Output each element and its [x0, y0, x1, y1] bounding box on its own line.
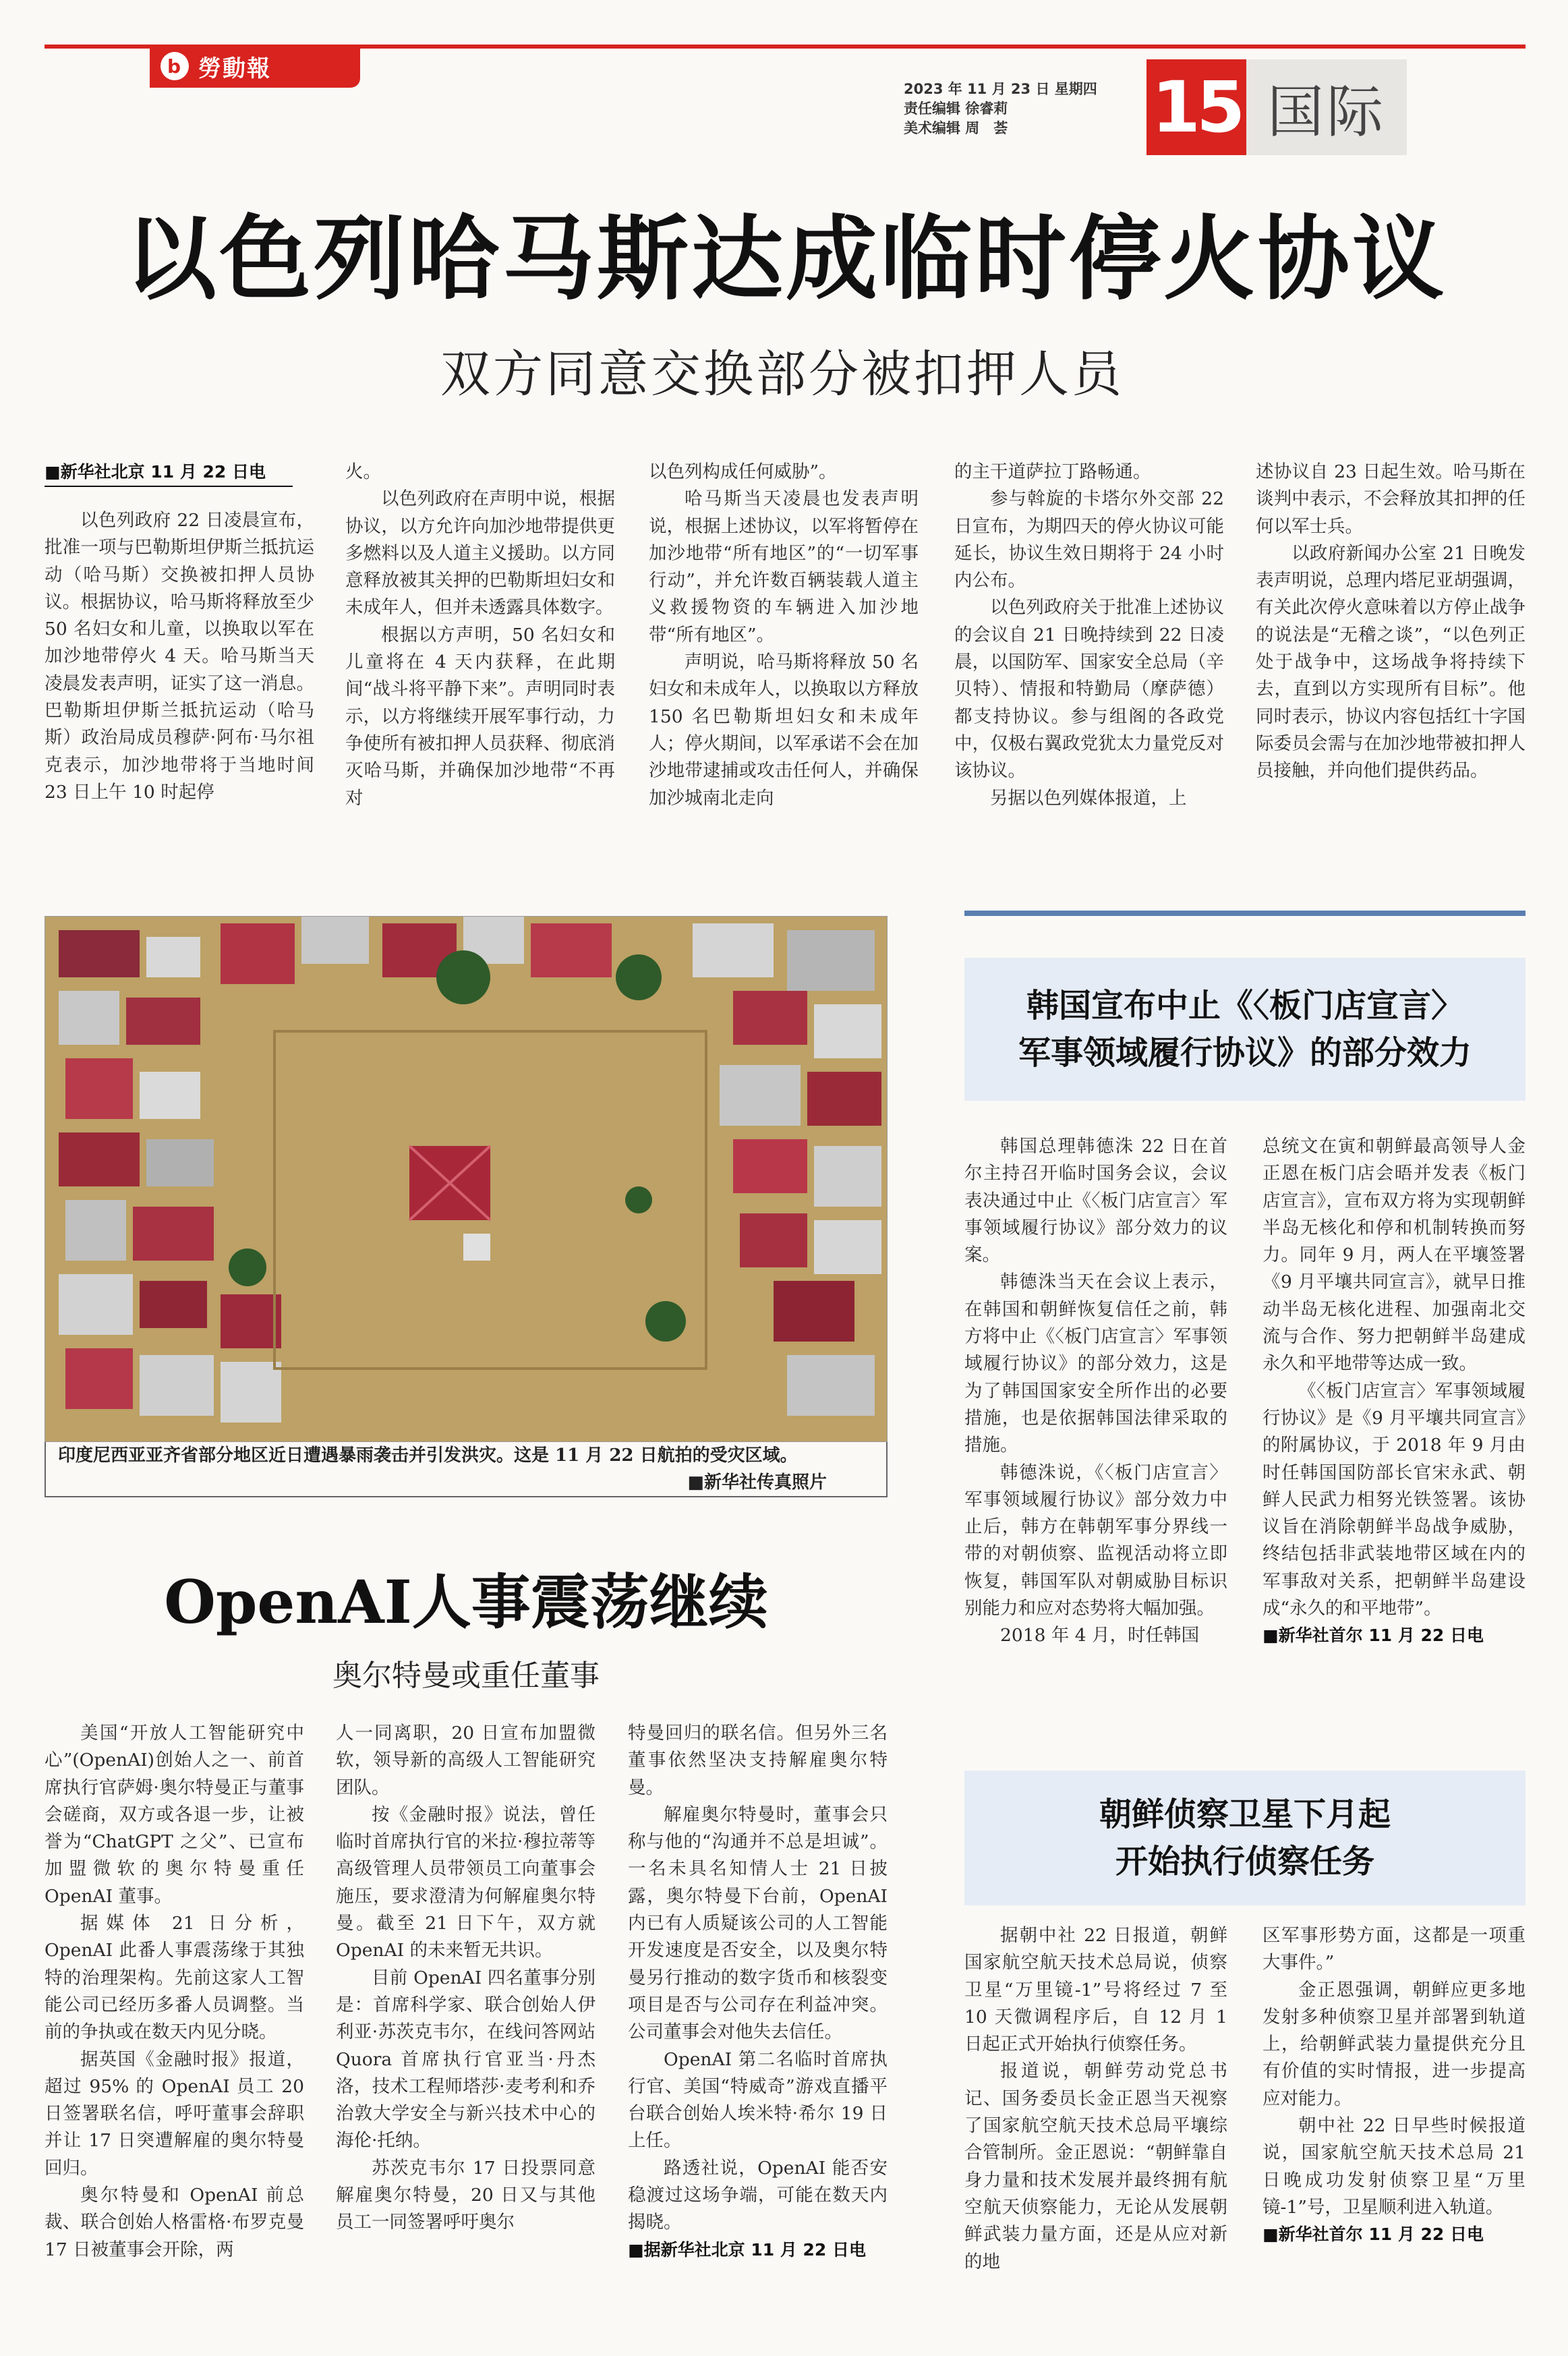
paragraph: 参与斡旋的卡塔尔外交部 22 日宣布，为期四天的停火协议可能延长，协议生效日期将于 24 小时内公布。	[954, 488, 1224, 592]
section-name: 国际	[1246, 59, 1407, 155]
photo-caption	[58, 1442, 874, 1496]
paragraph: 以政府新闻办公室 21 日晚发表声明说，总理内塔尼亚胡强调，有关此次停火意味着以方停止战争的说法是“无稽之谈”，“以色列正处于战争中，这场战争将持续下去，直到以方实现所有目标”。他同时表示，协议内容包括红十字国际委员会需与在加沙地带被扣押人员接触，并向他们提供药品。	[1256, 542, 1526, 782]
paragraph: OpenAI 第二名临时首席执行官、美国“特威奇”游戏直播平台联合创始人埃米特·希尔 19 日上任。	[628, 2048, 888, 2152]
logo-mark: b	[161, 52, 189, 80]
paragraph: 总统文在寅和朝鲜最高领导人金正恩在板门店会晤并发表《板门店宣言》，宣布双方将为实现朝鲜半岛无核化和停和机制转换而努力。同年 9 月，两人在平壤签署《9 月平壤共同宣言》，就早日推动半岛无核化进程、加强南北交流与合作、努力把朝鲜半岛建成永久和平地带等达成一致。	[1262, 1136, 1526, 1375]
korea-column-1	[964, 1133, 1227, 1650]
korea-headline-box	[964, 958, 1526, 1101]
photo-credit: ■新华社传真照片	[687, 1472, 827, 1493]
paragraph: 2018 年 4 月，时任韩国	[1000, 1625, 1200, 1646]
korea-signoff: ■新华社首尔 11 月 22 日电	[1262, 1626, 1484, 1646]
lead-column-1	[45, 459, 314, 806]
korea-headline-line2: 军事领域履行协议》的部分效力	[1018, 1034, 1472, 1072]
page-number: 15	[1146, 59, 1246, 155]
paragraph: 解雇奥尔特曼时，董事会只称与他的“沟通并不总是坦诚”。一名未具名知情人士 21 日披露，奥尔特曼下台前，OpenAI 内已有人质疑该公司的人工智能开发速度是否安全，以及奥尔特曼另行推动的数字货币和核裂变项目是否与公司存在利益冲突。公司董事会对他失去信任。	[628, 1804, 888, 2043]
paragraph: 以色列政府关于批准上述协议的会议自 21 日晚持续到 22 日凌晨，以国防军、国家安全总局（辛贝特）、情报和特勤局（摩萨德）都支持协议。参与组阁的各政党中，仅极右翼政党犹太力量党反对该协议。	[954, 597, 1224, 782]
paragraph: 韩国总理韩德洙 22 日在首尔主持召开临时国务会议，会议表决通过中止《〈板门店宣言〉军事领域履行协议》部分效力的议案。	[964, 1136, 1227, 1266]
paragraph: 奥尔特曼和 OpenAI 前总裁、联合创始人格雷格·布罗克曼 17 日被董事会开除，两	[45, 2185, 304, 2260]
paragraph: 哈马斯当天凌晨也发表声明说，根据上述协议，以军将暂停在加沙地带“所有地区”的“一切军事行动”，并允许数百辆装载人道主义救援物资的车辆进入加沙地带“所有地区”。	[649, 488, 919, 645]
paragraph: 人一同离职，20 日宣布加盟微软，领导新的高级人工智能研究团队。	[336, 1723, 596, 1798]
issue-info	[904, 80, 1153, 138]
dprk-headline-line2: 开始执行侦察任务	[1115, 1843, 1374, 1880]
paragraph: 路透社说，OpenAI 能否安稳渡过这场争端，可能在数天内揭晓。	[628, 2157, 888, 2233]
lead-column-4	[954, 459, 1224, 812]
openai-column-2	[336, 1720, 596, 2237]
lead-dateline: ■新华社北京 11 月 22 日电	[45, 459, 293, 487]
openai-subhead: 奥尔特曼或重任董事	[332, 1659, 600, 1693]
paragraph: 据英国《金融时报》报道，超过 95% 的 OpenAI 员工 20 日签署联名信，呼吁董事会辞职并让 17 日突遭解雇的奥尔特曼回归。	[45, 2048, 304, 2179]
paragraph: 《〈板门店宣言〉军事领域履行协议》是《9 月平壤共同宣言》的附属协议，于 2018 年 9 月由时任韩国国防部长官宋永武、朝鲜人民武力相努光铁签署。该协议旨在消除朝鲜半岛战争威胁，终结包括非武装地带区域在内的军事敌对关系，把朝鲜半岛建设成“永久的和平地带”。	[1262, 1380, 1526, 1619]
dprk-column-2	[1262, 1922, 1526, 2249]
art-editor: 美术编辑 周 荟	[904, 120, 1008, 136]
paragraph: 苏茨克韦尔 17 日投票同意解雇奥尔特曼，20 日又与其他员工一同签署呼吁奥尔	[336, 2157, 596, 2233]
paragraph: 以色列政府 22 日凌晨宣布，批准一项与巴勒斯坦伊斯兰抵抗运动（哈马斯）交换被扣押人员协议。根据协议，哈马斯将释放至少 50 名妇女和儿童，以换取以军在加沙地带停火 4 天。哈马斯当天凌晨发表声明，证实了这一消息。巴勒斯坦伊斯兰抵抗运动（哈马斯）政治局成员穆萨·阿布·马尔祖克表示，加沙地带将于当地时间 23 日上午 10 时起停	[45, 510, 314, 803]
dprk-headline-box	[964, 1771, 1526, 1905]
paragraph: 据媒体 21 日分析，OpenAI 此番人事震荡缘于其独特的治理架构。先前这家人工智能公司已经历多番人员调整。当前的争执或在数天内见分晓。	[45, 1913, 304, 2043]
paragraph: 火。	[345, 461, 381, 482]
top-rooftops	[221, 917, 612, 984]
paragraph: 金正恩强调，朝鲜应更多地发射多种侦察卫星并部署到轨道上，给朝鲜武装力量提供充分且有价值的实时情报，进一步提高应对能力。	[1262, 1979, 1526, 2109]
flood-aerial-photo	[45, 916, 888, 1442]
openai-column-3	[628, 1720, 888, 2264]
lead-column-2	[345, 459, 615, 812]
paragraph: 述协议自 23 日起生效。哈马斯在谈判中表示，不会释放其扣押的任何以军士兵。	[1256, 461, 1526, 537]
flood-aerial-image	[45, 917, 888, 1442]
paragraph: 另据以色列媒体报道，上	[990, 787, 1187, 809]
openai-headline: OpenAI人事震荡继续	[164, 1567, 768, 1637]
paragraph: 韩德洙说，《〈板门店宣言〉军事领域履行协议》部分效力中止后，韩方在韩朝军事分界线一带的对朝侦察、监视活动将立即恢复，韩国军队对朝威胁目标识别能力和应对态势将大幅加强。	[964, 1462, 1227, 1619]
paragraph: 韩德洙当天在会议上表示，在韩国和朝鲜恢复信任之前，韩方将中止《〈板门店宣言〉军事领域履行协议》的部分效力，这是为了韩国国家安全所作出的必要措施，也是依据韩国法律采取的措施。	[964, 1271, 1227, 1456]
dprk-column-1	[964, 1922, 1227, 2276]
paragraph: 以色列构成任何威胁”。	[649, 461, 837, 482]
dprk-signoff: ■新华社首尔 11 月 22 日电	[1262, 2224, 1484, 2245]
paragraph: 据朝中社 22 日报道，朝鲜国家航空航天技术总局说，侦察卫星“万里镜-1”号将经过 7 至 10 天微调程序后，自 12 月 1 日起正式开始执行侦察任务。	[964, 1925, 1227, 2055]
openai-signoff: ■据新华社北京 11 月 22 日电	[628, 2239, 867, 2260]
issue-date: 2023 年 11 月 23 日 星期四	[904, 81, 1097, 97]
lead-subhead: 双方同意交换部分被扣押人员	[440, 345, 1124, 403]
lead-column-5	[1256, 459, 1526, 785]
paragraph: 区军事形势方面，这都是一项重大事件。”	[1262, 1925, 1526, 1974]
dprk-headline-line1: 朝鲜侦察卫星下月起	[1099, 1795, 1391, 1833]
korea-column-2	[1262, 1133, 1526, 1650]
lead-headline: 以色列哈马斯达成临时停火协议	[125, 206, 1447, 313]
paragraph: 根据以方声明，50 名妇女和儿童将在 4 天内获释，在此期间“战斗将平静下来”。声明同时表示，以方将继续开展军事行动，力争使所有被扣押人员获释、彻底消灭哈马斯，并确保加沙地带“不再对	[345, 624, 615, 809]
paragraph: 的主干道萨拉丁路畅通。	[954, 461, 1151, 482]
paragraph: 特曼回归的联名信。但另外三名董事依然坚决支持解雇奥尔特曼。	[628, 1723, 888, 1798]
section-divider	[964, 911, 1526, 916]
responsible-editor: 责任编辑 徐睿莉	[904, 100, 1008, 117]
paragraph: 朝中社 22 日早些时候报道说，国家航空航天技术总局 21 日晚成功发射侦察卫星“万里镜-1”号，卫星顺利进入轨道。	[1262, 2115, 1526, 2218]
lead-column-3	[649, 459, 919, 812]
newspaper-logo	[150, 45, 360, 88]
logo-text: 勞動報	[198, 55, 271, 82]
caption-text: 印度尼西亚亚齐省部分地区近日遭遇暴雨袭击并引发洪灾。这是 11 月 22 日航拍的受灾区域。	[58, 1445, 798, 1466]
paragraph: 美国“开放人工智能研究中心”(OpenAI)创始人之一、前首席执行官萨姆·奥尔特曼正与董事会磋商，双方或各退一步，让被誉为“ChatGPT 之父”、已宣布加盟微软的奥尔特曼重任 OpenAI 董事。	[45, 1723, 304, 1907]
paragraph: 报道说，朝鲜劳动党总书记、国务委员长金正恩当天视察了国家航空航天技术总局平壤综合管制所。金正恩说：“朝鲜靠自身力量和技术发展并最终拥有航空航天侦察能力，无论从发展朝鲜武装力量方面，还是从应对新的地	[964, 2061, 1227, 2272]
korea-headline-line1: 韩国宣布中止《〈板门店宣言〉	[1026, 987, 1463, 1025]
paragraph: 以色列政府在声明中说，根据协议，以方允许向加沙地带提供更多燃料以及人道主义援助。以方同意释放被其关押的巴勒斯坦妇女和未成年人，但并未透露具体数字。	[345, 488, 615, 619]
paragraph: 按《金融时报》说法，曾任临时首席执行官的米拉·穆拉蒂等高级管理人员带领员工向董事会施压，要求澄清为何解雇奥尔特曼。截至 21 日下午，双方就 OpenAI 的未来暂无共识。	[336, 1804, 596, 1961]
paragraph: 目前 OpenAI 四名董事分别是：首席科学家、联合创始人伊利亚·苏茨克韦尔，在线问答网站 Quora 首席执行官亚当·丹杰洛，技术工程师塔莎·麦考利和乔治敦大学安全与新兴技术中心的海伦·托纳。	[336, 1967, 596, 2152]
paragraph: 声明说，哈马斯将释放 50 名妇女和未成年人，以换取以方释放 150 名巴勒斯坦妇女和未成年人；停火期间，以军承诺不会在加沙地带逮捕或攻击任何人，并确保加沙城南北走向	[649, 652, 919, 809]
openai-column-1	[45, 1720, 304, 2264]
